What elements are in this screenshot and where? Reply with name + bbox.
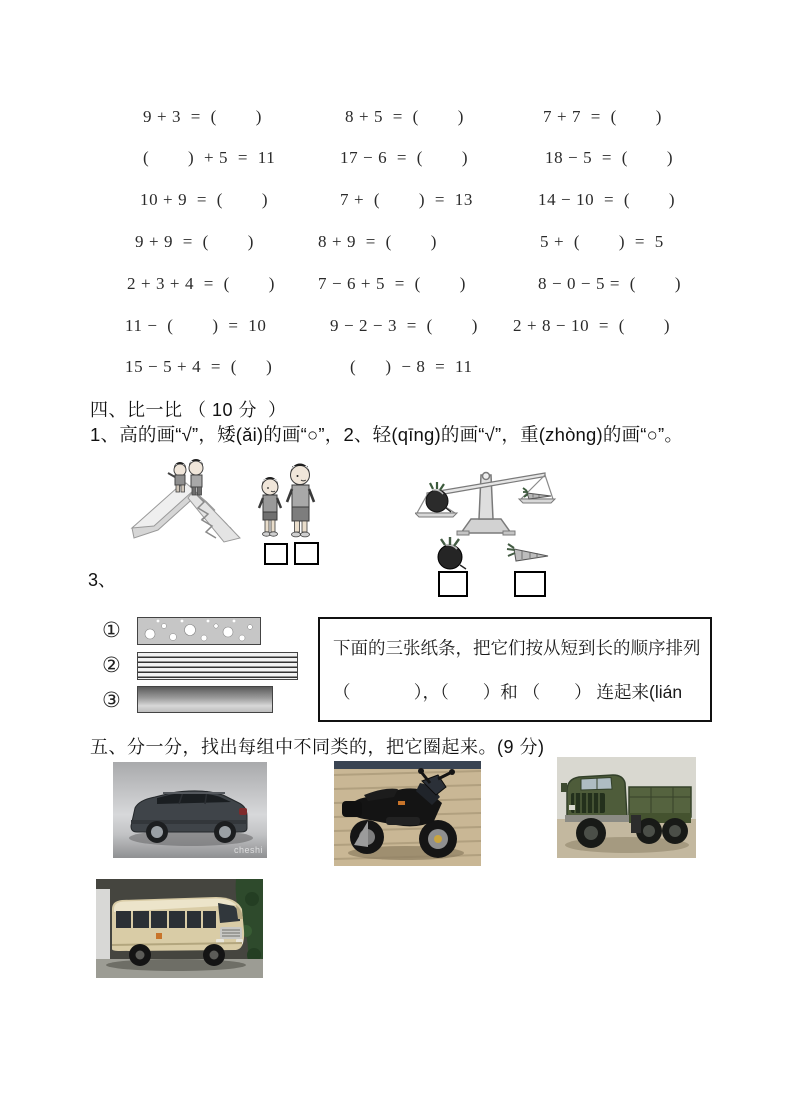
equation: ( ) + 5 = 11 [143, 148, 276, 167]
section-four-instruction: 1、高的画“√”，矮(ǎi)的画“○”，2、轻(qīng)的画“√”，重(zhòng)的画“○”。 [90, 424, 684, 445]
photo-watermark: cheshi [233, 845, 263, 855]
equation: 9 − 2 − 3 = ( ) [330, 316, 478, 335]
equation: 2 + 8 − 10 = ( ) [513, 316, 671, 335]
equation: 7 − 6 + 5 = ( ) [318, 274, 466, 293]
balance-scale-image [415, 461, 557, 537]
equation: 8 + 9 = ( ) [318, 232, 437, 251]
equation: 9 + 9 = ( ) [135, 232, 254, 251]
truck-photo[interactable] [557, 757, 696, 858]
equation: 7 + 7 = ( ) [543, 107, 662, 126]
equation: 11 − ( ) = 10 [125, 316, 267, 335]
strip1-label: ① [102, 618, 121, 642]
equation: 9 + 3 = ( ) [143, 107, 262, 126]
ordering-line2: （ ），（ ）和 （ ） 连起来(lián [333, 682, 683, 702]
equation: 17 − 6 = ( ) [340, 148, 469, 167]
strip2-label: ② [102, 653, 121, 677]
answer-box[interactable] [294, 542, 319, 565]
equation: 8 + 5 = ( ) [345, 107, 464, 126]
bus-photo[interactable] [96, 879, 263, 978]
equation: 7 + ( ) = 13 [340, 190, 473, 209]
equation: 10 + 9 = ( ) [140, 190, 269, 209]
motorcycle-photo[interactable] [334, 761, 481, 866]
section-four-heading: 四、比一比 （ 10 分 ） [90, 400, 287, 420]
strip3-label: ③ [102, 688, 121, 712]
equation: 8 − 0 − 5 = ( ) [538, 274, 682, 293]
section-five-heading: 五、分一分，找出每组中不同类的，把它圈起来。(9 分) [90, 737, 545, 757]
equation: 15 − 5 + 4 = ( ) [125, 357, 273, 376]
answer-box[interactable] [438, 571, 468, 597]
equation: 2 + 3 + 4 = ( ) [127, 274, 275, 293]
equation: 14 − 10 = ( ) [538, 190, 676, 209]
standing-kids-image [256, 462, 320, 542]
carrot-icon [506, 543, 550, 567]
ordering-line1: 下面的三张纸条，把它们按从短到长的顺序排列 [333, 638, 701, 658]
paper-strip-3 [137, 686, 273, 713]
answer-box[interactable] [264, 543, 288, 565]
equation: ( ) − 8 = 11 [350, 357, 473, 376]
paper-strip-2 [137, 652, 298, 680]
equation: 18 − 5 = ( ) [545, 148, 674, 167]
suv-photo[interactable] [113, 762, 267, 858]
item3-label: 3、 [88, 570, 117, 590]
paper-strip-1 [137, 617, 261, 645]
answer-box[interactable] [514, 571, 546, 597]
equation: 5 + ( ) = 5 [540, 232, 664, 251]
ordering-instruction-box [318, 617, 712, 722]
slide-kids-image [128, 458, 252, 548]
turnip-icon [434, 536, 468, 572]
